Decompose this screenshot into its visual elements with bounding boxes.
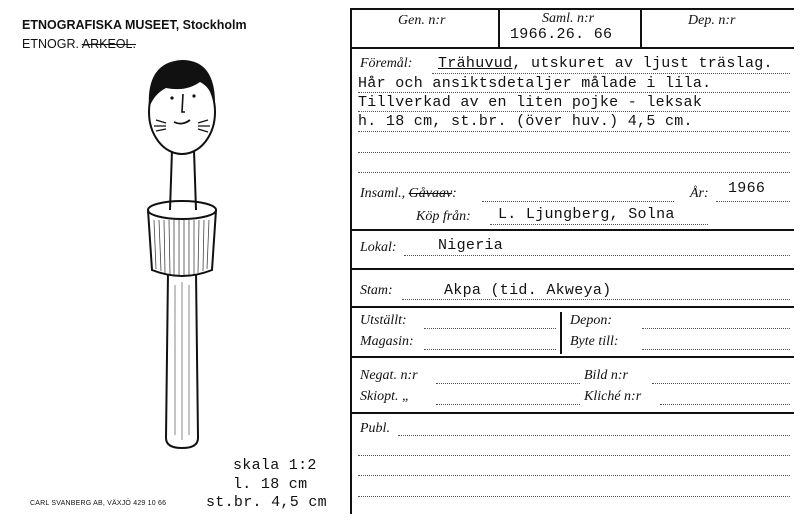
header-divider-1: [498, 8, 500, 48]
saml-nr-value: 1966.26. 66: [510, 26, 613, 43]
scale-ratio: skala 1:2: [233, 457, 317, 474]
object-line-4: h. 18 cm, st.br. (över huv.) 4,5 cm.: [358, 113, 693, 130]
depon-rule: [642, 328, 790, 329]
object-line-1-rest: , utskuret av ljust träslag.: [512, 55, 773, 72]
object-line-2: Hår och ansiktsdetaljer målade i lila.: [358, 75, 712, 92]
header-divider-2: [640, 8, 642, 48]
publ-rule-1: [398, 435, 790, 436]
department-struck: ARKEOL.: [81, 37, 136, 51]
scale-width: st.br. 4,5 cm: [206, 494, 327, 511]
utstallt-rule: [424, 328, 556, 329]
printer-imprint: CARL SVANBERG AB, VÄXJÖ 429 10 66: [30, 500, 167, 507]
bild-label: Bild n:r: [584, 368, 628, 383]
skiopt-label: Skiopt. „: [360, 389, 410, 404]
publ-label: Publ.: [360, 421, 390, 436]
byte-rule: [642, 349, 790, 350]
object-line-3: Tillverkad av en liten pojke - leksak: [358, 94, 703, 111]
utstallt-label: Utställt:: [360, 313, 407, 328]
insaml-line: [360, 186, 457, 202]
object-rule-2: [358, 92, 790, 93]
negat-label: Negat. n:r: [360, 368, 418, 383]
magasin-rule: [424, 349, 556, 350]
photo-bottom-rule: [350, 412, 794, 414]
insaml-label: Insaml.,: [360, 186, 406, 201]
object-line-1: [438, 55, 773, 72]
lokal-bottom-rule: [350, 268, 794, 270]
insaml-suffix: :: [452, 186, 457, 201]
acquisition-bottom-rule: [350, 229, 794, 231]
publ-rule-3: [358, 475, 790, 476]
saml-nr-label: Saml. n:r: [542, 11, 595, 26]
object-label: Föremål:: [360, 56, 413, 71]
magasin-label: Magasin:: [360, 334, 414, 349]
publ-rule-2: [358, 455, 790, 456]
insaml-rule: [482, 201, 674, 202]
bild-rule: [652, 383, 790, 384]
year-rule: [716, 201, 790, 202]
insaml-struck: Gåvaav: [408, 186, 453, 201]
dep-nr-label: Dep. n:r: [688, 13, 736, 28]
negat-rule: [436, 383, 580, 384]
kliche-label: Kliché n:r: [584, 389, 642, 404]
lokal-rule: [404, 255, 790, 256]
gen-nr-label: Gen. n:r: [398, 13, 446, 28]
header-bottom-rule: [350, 47, 794, 49]
scale-block: [233, 456, 317, 494]
stam-value: Akpa (tid. Akweya): [444, 282, 612, 299]
object-rule-3: [358, 111, 790, 112]
kop-label: Köp från:: [416, 209, 471, 224]
object-name: Trähuvud: [438, 55, 513, 72]
publ-rule-4: [358, 496, 790, 497]
kop-rule: [490, 224, 708, 225]
wooden-doll-drawing-icon: [120, 50, 250, 460]
object-rule-1: [432, 73, 790, 74]
kliche-rule: [660, 404, 790, 405]
stam-label: Stam:: [360, 283, 393, 298]
year-label: År:: [690, 186, 709, 201]
museum-name: ETNOGRAFISKA MUSEET, Stockholm: [22, 18, 247, 32]
lokal-label: Lokal:: [360, 240, 397, 255]
object-rule-6: [358, 172, 790, 173]
year-value: 1966: [728, 180, 766, 197]
status-bottom-rule: [350, 356, 794, 358]
stam-bottom-rule: [350, 306, 794, 308]
status-divider: [560, 312, 562, 354]
scale-length: l. 18 cm: [233, 476, 308, 493]
lokal-value: Nigeria: [438, 237, 504, 254]
department-prefix: ETNOGR.: [22, 37, 79, 51]
department-line: [22, 37, 136, 51]
card-top-border: [350, 8, 794, 10]
skiopt-rule: [436, 404, 580, 405]
depon-label: Depon:: [570, 313, 612, 328]
byte-label: Byte till:: [570, 334, 619, 349]
kop-value: L. Ljungberg, Solna: [498, 206, 675, 223]
object-rule-4: [358, 131, 790, 132]
stam-rule: [402, 299, 790, 300]
object-rule-5: [358, 152, 790, 153]
card-left-border: [350, 8, 352, 514]
